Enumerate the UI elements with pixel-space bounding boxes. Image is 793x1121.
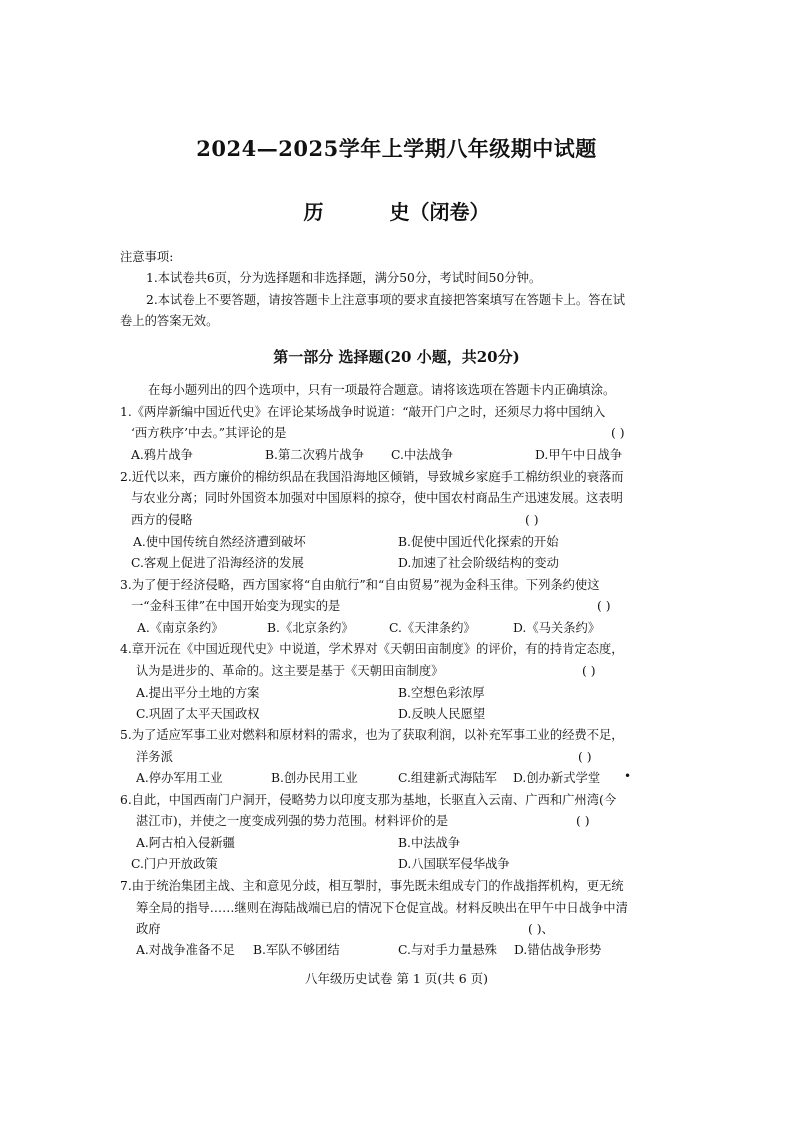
q5-option-a: A.停办军用工业 [136, 771, 223, 785]
section-title: 第一部分 选择题(20 小题，共20分) [273, 348, 520, 366]
q2-option-c: C.客观上促进了沿海经济的发展 [131, 556, 304, 570]
q3-option-b: B.《北京条约》 [267, 621, 354, 635]
q7-option-a: A.对战争准备不足 [136, 943, 235, 957]
q7-stem-line-1: 7.由于统治集团主战、主和意见分歧，相互掣肘，事先既未组成专门的作战指挥机构，更无统 [120, 879, 624, 893]
q1-answer-bracket: ( ) [611, 426, 625, 440]
q3-answer-bracket: ( ) [597, 599, 611, 613]
section-instruction: 在每小题列出的四个选项中，只有一项最符合题意。请将该选项在答题卡内正确填涂。 [148, 383, 616, 397]
q2-stem-line-3: 西方的侵略 [131, 513, 193, 527]
q5-stem-line-1: 5.为了适应军事工业对燃料和原材料的需求，也为了获取利润，以补充军事工业的经费不足， [120, 728, 624, 742]
q6-option-d: D.八国联军侵华战争 [398, 857, 510, 871]
q5-stem-line-2: 洋务派 [136, 750, 173, 764]
q3-option-c: C.《天津条约》 [389, 621, 476, 635]
q3-option-a: A.《南京条约》 [137, 621, 224, 635]
subject-title-part-1: 历 [303, 200, 324, 224]
q4-stem-line-1: 4.章开沅在《中国近现代史》中说道，学术界对《天朝田亩制度》的评价，有的持肯定态度， [120, 642, 624, 656]
q2-answer-bracket: ( ) [525, 513, 539, 527]
q1-option-d: D.甲午中日战争 [535, 448, 623, 462]
q7-answer-bracket: ( )、 [528, 922, 554, 936]
exam-title: 2024—2025学年上学期八年级期中试题 [196, 136, 597, 161]
q5-option-b: B.创办民用工业 [271, 771, 358, 785]
subject-title [0, 196, 793, 225]
q2-option-d: D.加速了社会阶级结构的变动 [398, 556, 559, 570]
q7-option-d: D.错估战争形势 [514, 943, 602, 957]
q2-option-a: A.使中国传统自然经济遭到破坏 [133, 535, 306, 549]
q2-stem-line-1: 2.近代以来，西方廉价的棉纺织品在我国沿海地区倾销，导致城乡家庭手工棉纺织业的衰落而 [120, 470, 624, 484]
q5-answer-bracket: ( ) [578, 750, 592, 764]
q3-option-d: D.《马关条约》 [513, 621, 601, 635]
q7-stem-line-2: 筹全局的指导……继则在海陆战端已启的情况下仓促宣战。材料反映出在甲午中日战争中清 [136, 901, 628, 915]
q1-option-c: C.中法战争 [391, 448, 454, 462]
q6-option-a: A.阿古柏入侵新疆 [136, 836, 235, 850]
q4-option-b: B.空想色彩浓厚 [398, 686, 485, 700]
q6-stem-line-2: 湛江市)，并使之一度变成列强的势力范围。材料评价的是 [136, 814, 449, 828]
q6-stem-line-1: 6.自此，中国西南门户洞开，侵略势力以印度支那为基地，长驱直入云南、广西和广州湾(今 [120, 793, 617, 807]
q2-option-b: B.促使中国近代化探索的开始 [398, 535, 559, 549]
q4-answer-bracket: ( ) [582, 664, 596, 678]
q1-stem-line-2: ‘西方秩序’中去。”其评论的是 [131, 426, 287, 440]
q2-stem-line-2: 与农业分离；同时外国资本加强对中国原料的掠夺，使中国农村商品生产迅速发展。这表明 [131, 491, 623, 505]
notice-item-1: 1.本试卷共6页，分为选择题和非选择题，满分50分，考试时间50分钟。 [146, 271, 542, 285]
subject-title-part-2: 史（闭卷） [389, 200, 490, 224]
q5-option-d: D.创办新式学堂 [513, 771, 601, 785]
notice-heading: 注意事项: [120, 250, 174, 264]
q1-option-a: A.鸦片战争 [131, 448, 193, 462]
q7-option-c: C.与对手力量悬殊 [398, 943, 497, 957]
q4-stem-line-2: 认为是进步的、革命的。这主要是基于《天朝田亩制度》 [136, 664, 444, 678]
q1-stem-line-1: 1.《两岸新编中国近代史》在评论某场战争时说道：“敲开门户之时，还须尽力将中国纳入 [120, 405, 606, 419]
q6-answer-bracket: ( ) [576, 814, 590, 828]
notice-item-2-line-1: 2.本试卷上不要答题，请按答题卡上注意事项的要求直接把答案填写在答题卡上。答在试 [146, 293, 626, 307]
stray-mark: • [624, 769, 632, 783]
q6-option-b: B.中法战争 [398, 836, 461, 850]
q4-option-c: C.巩固了太平天国政权 [136, 707, 260, 721]
q3-stem-line-2: 一“金科玉律”在中国开始变为现实的是 [131, 599, 341, 613]
q3-stem-line-1: 3.为了便于经济侵略，西方国家将“自由航行”和“自由贸易”视为金科玉律。下列条约使这 [120, 578, 600, 592]
q7-stem-line-3: 政府 [136, 922, 161, 936]
q4-option-a: A.提出平分土地的方案 [136, 686, 260, 700]
page-footer: 八年级历史试卷 第 1 页(共 6 页) [304, 971, 489, 986]
notice-item-2-line-2: 卷上的答案无效。 [120, 314, 219, 328]
q7-option-b: B.军队不够团结 [253, 943, 340, 957]
q5-option-c: C.组建新式海陆军 [398, 771, 497, 785]
q6-option-c: C.门户开放政策 [131, 857, 218, 871]
q1-option-b: B.第二次鸦片战争 [265, 448, 365, 462]
q4-option-d: D.反映人民愿望 [398, 707, 486, 721]
